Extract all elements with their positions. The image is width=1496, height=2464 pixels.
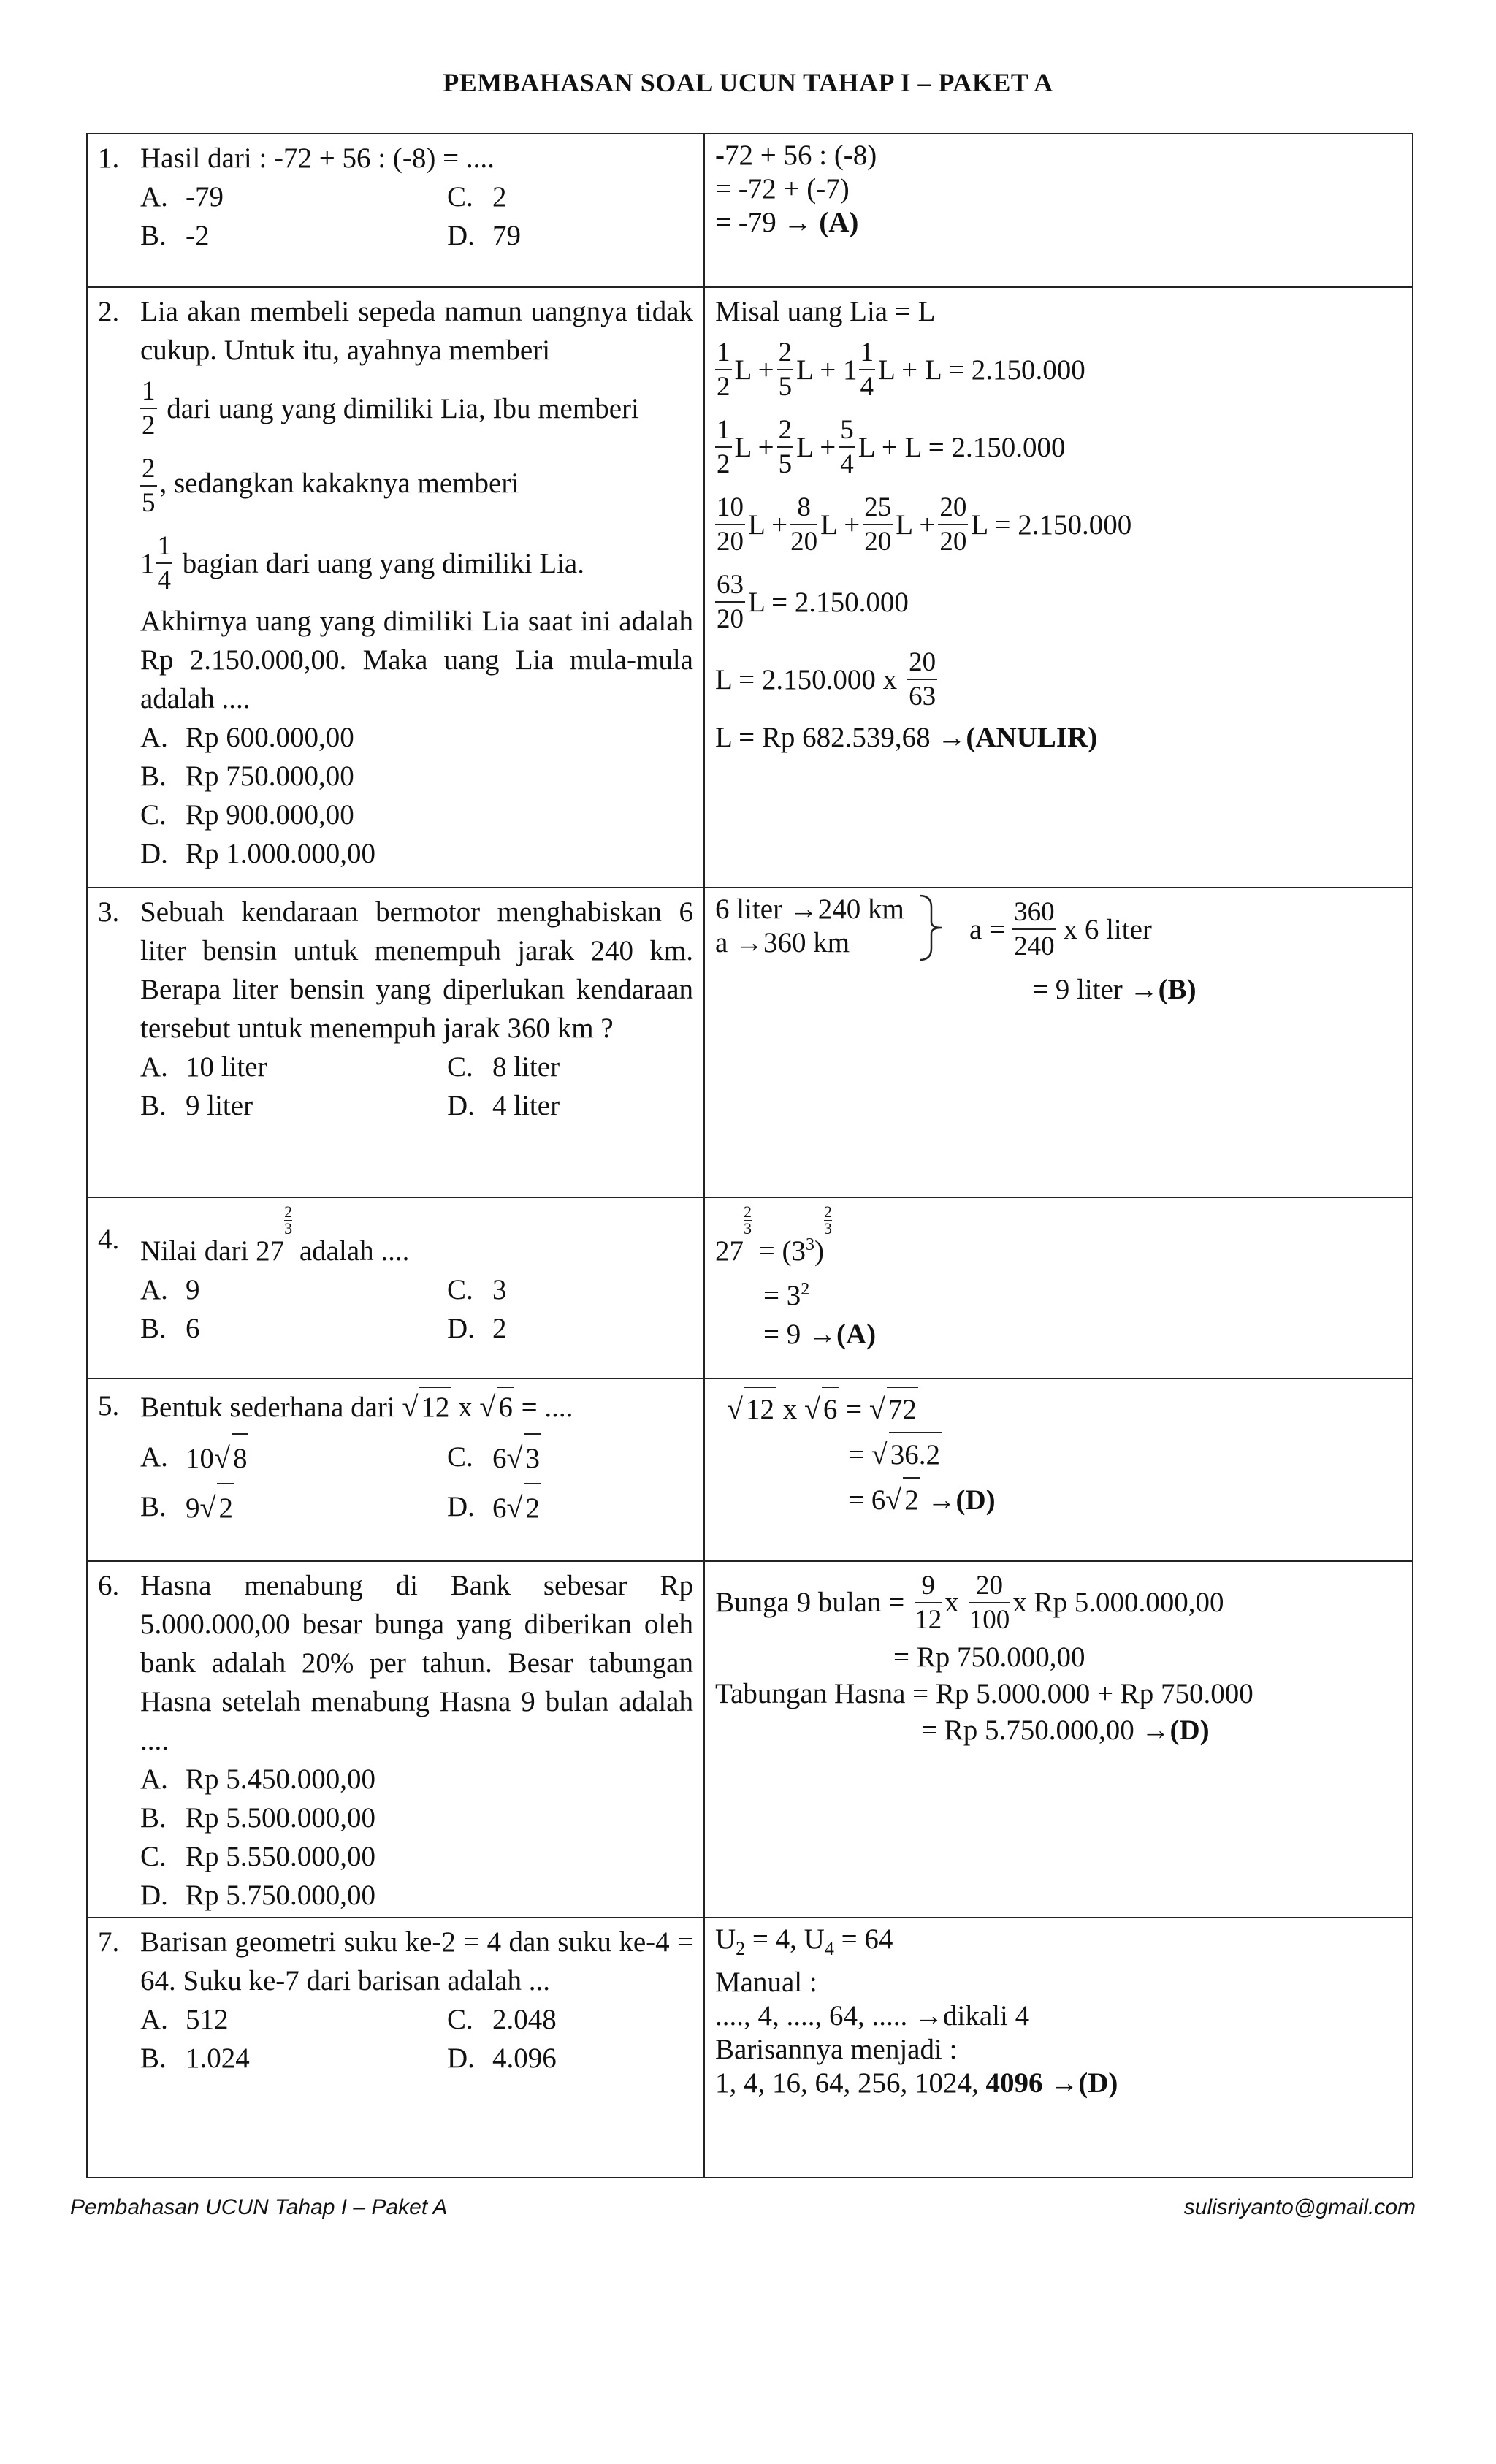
- question-cell: [87, 1378, 704, 1561]
- option-letter: A.: [140, 181, 168, 213]
- answer-cell: [704, 287, 1413, 888]
- question-cell: [87, 1197, 704, 1378]
- options: A. Rp 5.450.000,00 B. Rp 5.500.000,00 C. Rp 5.550.000,00 D. Rp 5.750.000,00: [140, 1763, 376, 1911]
- question-cell: [87, 134, 704, 287]
- table-row: [87, 1918, 1413, 2178]
- footer-email: sulisriyanto@gmail.com: [1183, 2195, 1416, 2219]
- answer-line: L = 2.150.000 x $\frac{20}{63}$: [715, 647, 936, 712]
- answer-cell: [704, 134, 1413, 287]
- option-value: 79: [492, 220, 521, 251]
- answer-line: $U_2 = 4$, $U_4 = 64$: [715, 1923, 893, 1959]
- option-letter: D.: [447, 220, 475, 251]
- answer-cell: [704, 1918, 1413, 2178]
- answer-line: = -72 + (-7): [715, 173, 850, 205]
- brace-icon: [917, 893, 946, 963]
- answer-line: L = Rp 682.539,68 →(ANULIR): [715, 722, 1098, 753]
- question-cell: [87, 287, 704, 888]
- question-number: 7.: [98, 1926, 120, 1958]
- question-number: 1.: [98, 142, 120, 174]
- answer-line: = √ 36.2: [727, 1432, 1402, 1477]
- answer-line: 1, 4, 16, 64, 256, 1024, 4096 →(D): [715, 2067, 1118, 2099]
- answer-cell: [704, 1561, 1413, 1918]
- question-text: Hasil dari : -72 + 56 : (-8) = ....: [140, 142, 495, 174]
- answer-line: = Rp 5.750.000,00 →(D): [921, 1714, 1210, 1746]
- solution-table: [86, 133, 1413, 2178]
- options: A. 512 C. 2.048 B. 1.024 D. 4.096: [140, 2004, 557, 2074]
- question-number: 2.: [98, 296, 120, 327]
- answer-line: Tabungan Hasna = Rp 5.000.000 + Rp 750.000: [715, 1678, 1253, 1709]
- option-letter: C.: [447, 181, 473, 213]
- question-number: 5.: [98, 1390, 120, 1422]
- question-text: Bentuk sederhana dari √ 12 x √ 6 = ....: [140, 1387, 573, 1433]
- table-row: [87, 287, 1413, 888]
- answer-line: 27 $^{\frac{2}{3}}$ = $(3^3)$ $^{\frac{2}{3}}$: [715, 1202, 832, 1267]
- question-cell: [87, 1561, 704, 1918]
- answer-cell: [704, 1378, 1413, 1561]
- options: A. 9 C. 3 B. 6 D. 2: [140, 1274, 507, 1344]
- question-number: 6.: [98, 1570, 120, 1601]
- table-row: [87, 1197, 1413, 1378]
- question-cell: [87, 888, 704, 1197]
- options: A. 10 liter C. 8 liter B. 9 liter D. 4 liter: [140, 1051, 560, 1121]
- options: [98, 178, 693, 255]
- answer-line: √ 12 x √ 6 = √ 72: [727, 1387, 1402, 1432]
- answer-line: = -79 → (A): [715, 207, 859, 238]
- answer-line: $\frac{10}{20}$ L + $\frac{8}{20}$ L + $\frac{25}{20}$ L + $\frac{20}{20}$ L = 2.150.000: [717, 492, 1132, 557]
- table-row: [87, 1561, 1413, 1918]
- answer-line: = Rp 750.000,00: [893, 1641, 1085, 1673]
- answer-line: -72 + 56 : (-8): [715, 140, 877, 171]
- options: A. Rp 600.000,00 B. Rp 750.000,00 C. Rp 900.000,00 D. Rp 1.000.000,00: [140, 722, 376, 869]
- answer-line: a = $\frac{360}{240}$ x 6 liter: [969, 897, 1152, 961]
- answer-line: Misal uang Lia = L: [715, 296, 936, 327]
- options: A. 10√ 8 C. 6√ 3 B. 9√ 2 D. 6√ 2: [98, 1433, 693, 1533]
- question-number: 3.: [98, 896, 120, 928]
- answer-line: a →360 km: [715, 927, 850, 958]
- table-row: [87, 1378, 1413, 1561]
- option-value: -79: [186, 181, 224, 213]
- answer-cell: [704, 1197, 1413, 1378]
- answer-line: ...., 4, ...., 64, ..... →dikali 4: [715, 1999, 1030, 2032]
- table-row: [87, 888, 1413, 1197]
- answer-line: = 6√ 2 →(D): [727, 1477, 1402, 1522]
- footer-left: Pembahasan UCUN Tahap I – Paket A: [70, 2195, 448, 2219]
- answer-line: = 9 liter →(B): [1032, 974, 1197, 1005]
- page-title: PEMBAHASAN SOAL UCUN TAHAP I – PAKET A: [443, 68, 1053, 97]
- question-text: Sebuah kendaraan bermotor menghabiskan 6 liter bensin untuk menempuh jarak 240 km. Berapa liter bensin yang diperlukan kendaraan tersebut untuk menempuh jarak 360 km ?: [140, 896, 693, 1044]
- answer-line: $\frac{63}{20}$ L = 2.150.000: [717, 570, 909, 634]
- answer-line: $\frac{1}{2}$ L + $\frac{2}{5}$ L + $\frac{5}{4}$ L + L = 2.150.000: [717, 415, 1066, 479]
- answer-line: = $3^2$: [763, 1280, 810, 1311]
- answer-line: Manual :: [715, 1966, 817, 1998]
- answer-line: Barisannya menjadi :: [715, 2033, 958, 2065]
- answer-line: $\frac{1}{2}$ L + $\frac{2}{5}$ L + 1 $\frac{1}{4}$ L + L = 2.150.000: [717, 337, 1085, 402]
- question-number: 4.: [98, 1224, 120, 1255]
- answer-cell: [704, 888, 1413, 1197]
- answer-line: = 9 →(A): [763, 1319, 877, 1350]
- question-text: Barisan geometri suku ke-2 = 4 dan suku ke-4 = 64. Suku ke-7 dari barisan adalah ...: [140, 1926, 693, 1996]
- option-value: -2: [186, 220, 210, 251]
- table-row: [87, 134, 1413, 287]
- answer-line: Bunga 9 bulan = $\frac{9}{12}$ x $\frac{20}{100}$ x Rp 5.000.000,00: [715, 1571, 1224, 1635]
- question-text: Hasna menabung di Bank sebesar Rp 5.000.000,00 besar bunga yang diberikan oleh bank adalah 20% per tahun. Besar tabungan Hasna setelah menabung Hasna 9 bulan adalah ....: [140, 1570, 693, 1756]
- option-letter: B.: [140, 220, 167, 251]
- option-value: 2: [492, 181, 507, 213]
- question-text: Nilai dari 27 $^{\frac{2}{3}}$ adalah ....: [140, 1202, 410, 1267]
- answer-line: 6 liter →240 km: [715, 893, 904, 925]
- question-cell: [87, 1918, 704, 2178]
- question-text: Lia akan membeli sepeda namun uangnya tidak cukup. Untuk itu, ayahnya memberi $\frac{1}{2}$ dari uang yang dimiliki Lia, Ibu memberi $\frac{2}{5}$ , sedangkan kakaknya memberi 1 $\frac{1}{4}$ bagian dari uang yang dimiliki Lia. Akhirnya uang yang dimiliki Lia saat ini adalah Rp 2.150.000,00. Maka uang Lia mula-mula adalah ....: [140, 296, 693, 714]
